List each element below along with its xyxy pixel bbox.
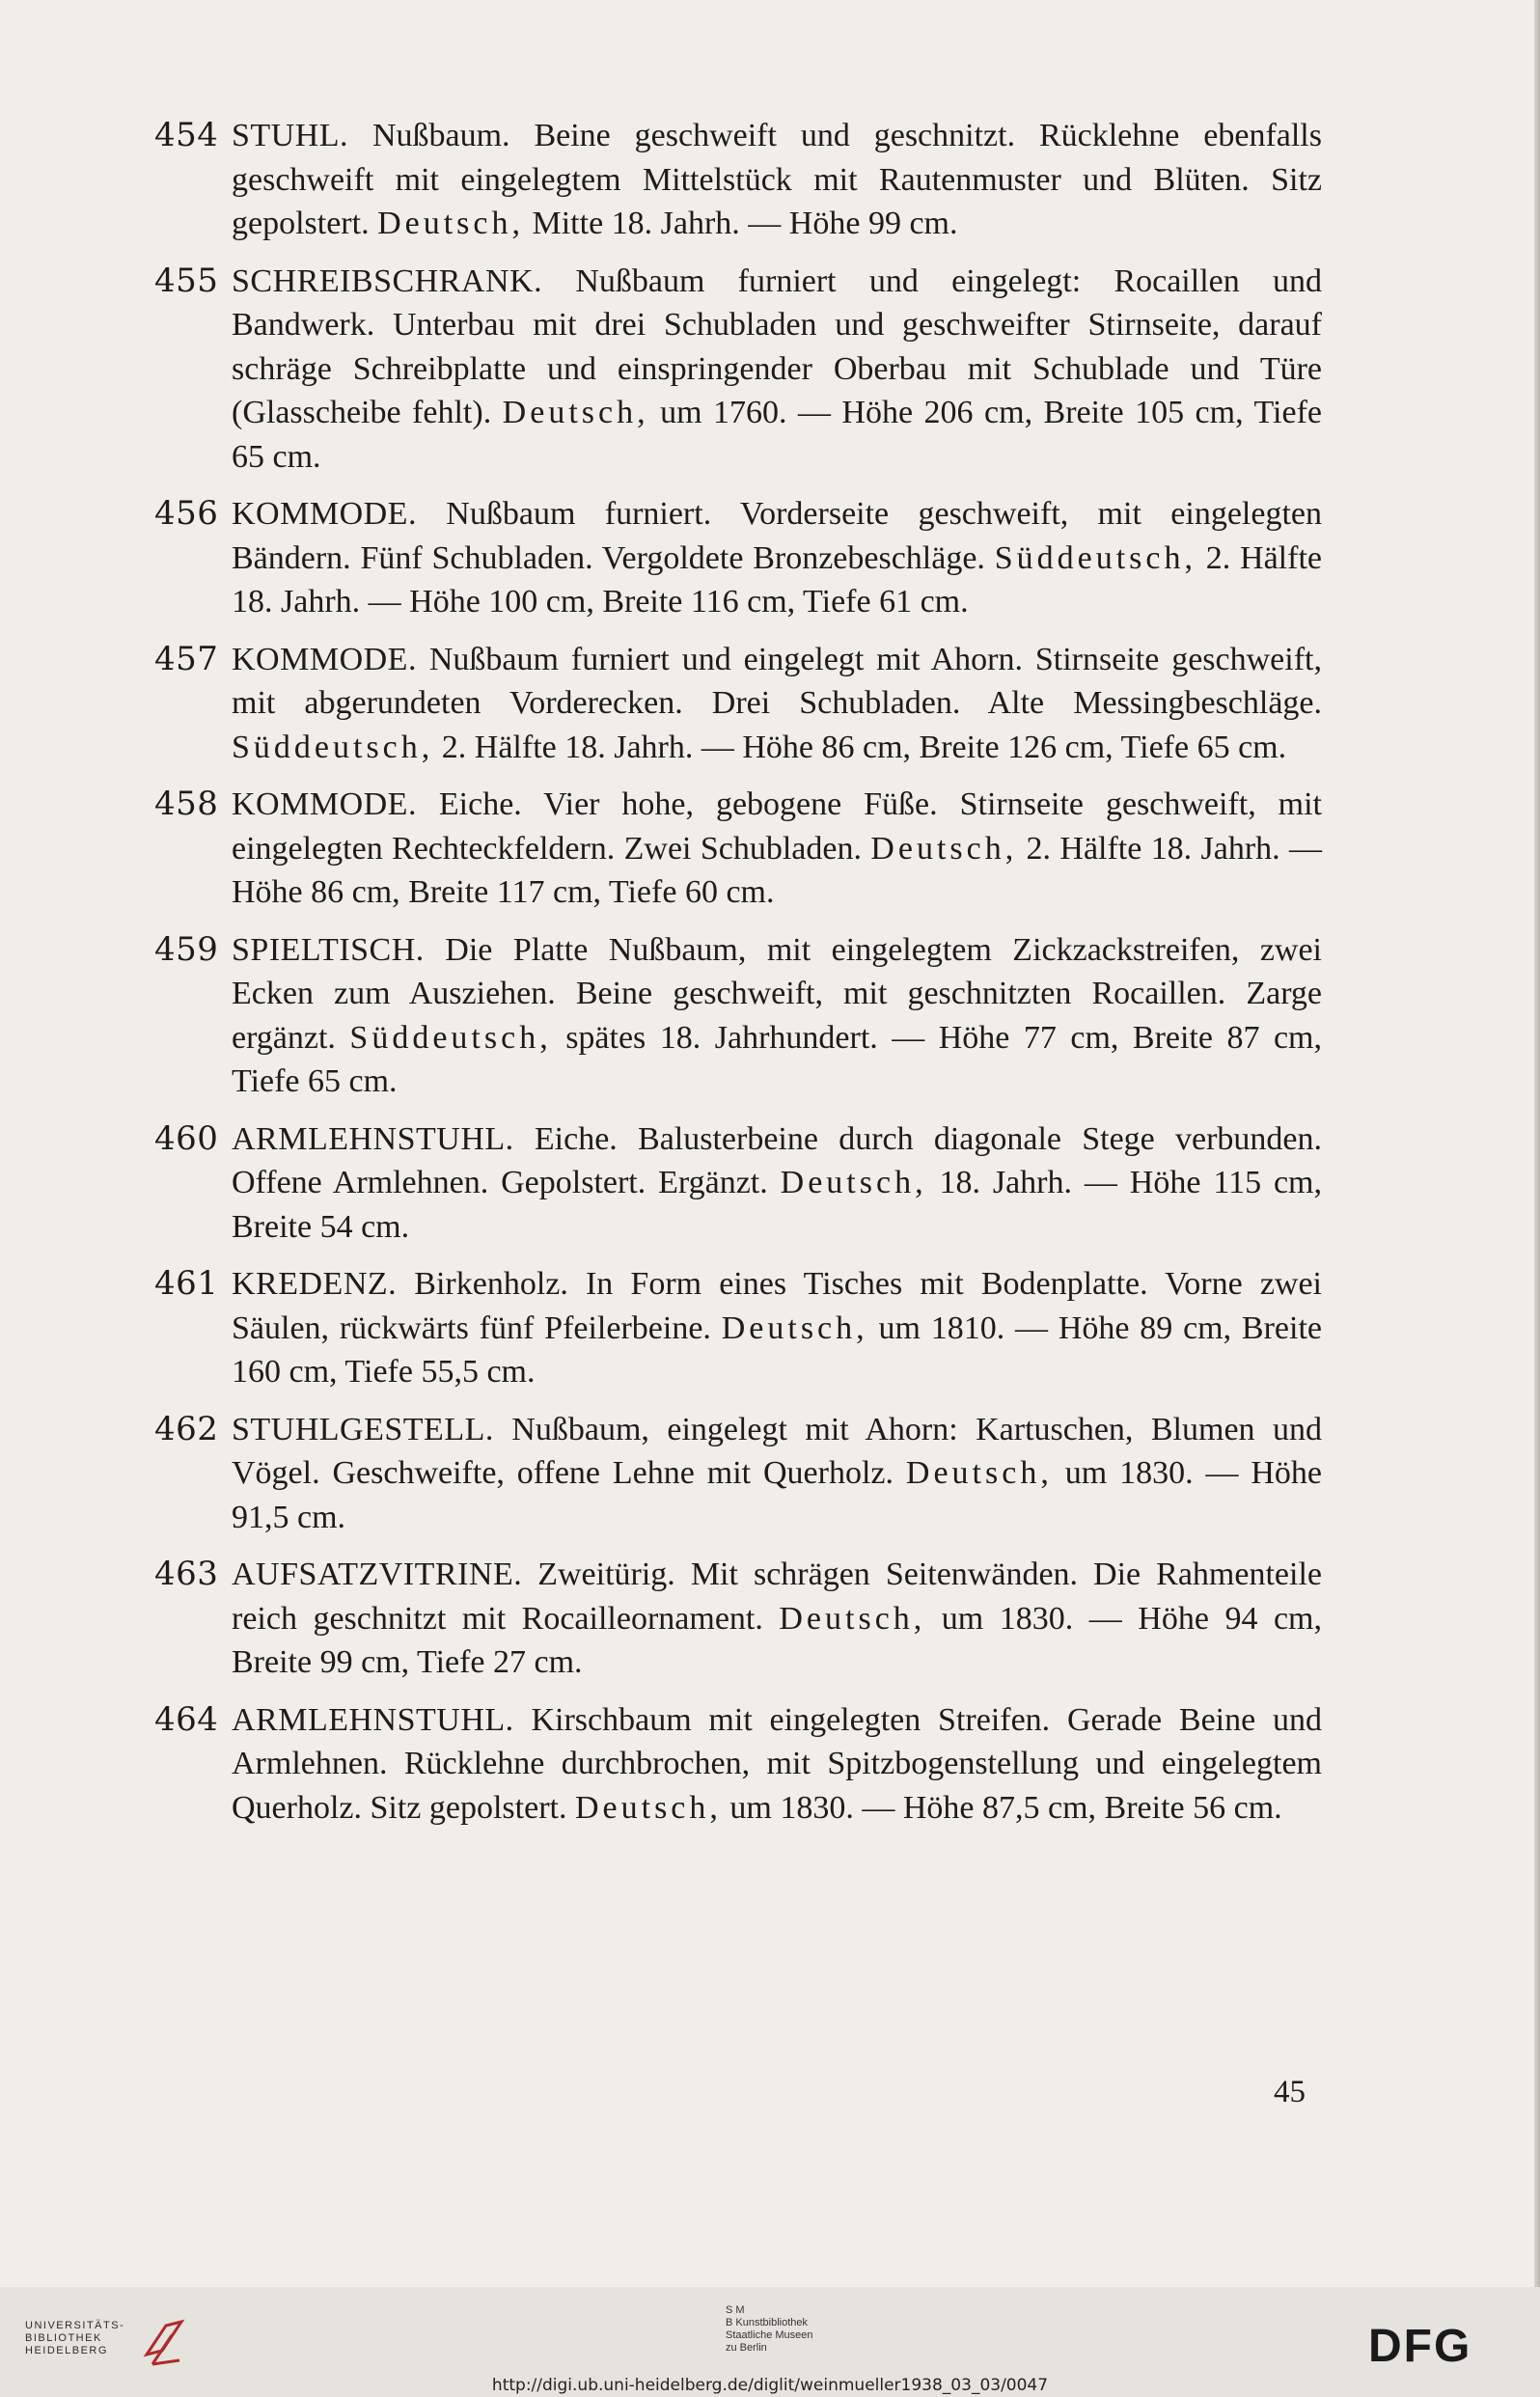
entry-title: STUHL. — [232, 118, 349, 153]
entry-text — [232, 1553, 1322, 1685]
lot-number: 458 — [154, 785, 219, 823]
entry-body: Eiche. Vier hohe, gebogene Füße. Stirnseite geschweift, mit eingelegten Rechteckfeldern. Zwei Schubladen. — [232, 786, 1322, 867]
catalog-entry — [154, 492, 1322, 624]
entry-text — [232, 114, 1322, 246]
catalog-entry — [154, 1117, 1322, 1250]
lot-number: 457 — [154, 639, 219, 678]
catalog-entry — [154, 260, 1322, 480]
entry-rest: um 1830. — Höhe 94 cm, Breite 99 cm, Tiefe 27 cm. — [232, 1600, 1322, 1680]
lot-number: 456 — [154, 494, 219, 533]
entry-text — [232, 1698, 1322, 1831]
library-name-line: UNIVERSITÄTS- — [25, 2320, 125, 2331]
entry-text — [232, 1262, 1322, 1394]
entry-text — [232, 638, 1322, 770]
catalog-entry — [154, 638, 1322, 770]
entry-body: Eiche. Balusterbeine durch diagonale Stege verbunden. Offene Armlehnen. Gepolstert. Ergänzt. — [232, 1120, 1322, 1200]
catalog-entry — [154, 1553, 1322, 1685]
entry-text — [232, 1408, 1322, 1540]
university-library-logo[interactable] — [25, 2320, 124, 2357]
lot-number: 463 — [154, 1555, 219, 1593]
library-name-line: HEIDELBERG — [25, 2345, 108, 2356]
entry-origin: Deutsch, — [780, 1165, 927, 1200]
entry-rest: 18. Jahrh. — Höhe 115 cm, Breite 54 cm. — [232, 1165, 1322, 1245]
entry-body: Kirschbaum mit eingelegten Streifen. Gerade Beine und Armlehnen. Rücklehne durchbrochen, mit Spitzbogenstellung und eingelegtem Querholz. Sitz gepolstert. — [232, 1701, 1322, 1826]
entry-rest: um 1760. — Höhe 206 cm, Breite 105 cm, Tiefe 65 cm. — [232, 395, 1322, 475]
entry-text — [232, 260, 1322, 480]
entry-title: KOMMODE. — [232, 641, 417, 677]
entry-origin: Süddeutsch, — [232, 729, 434, 765]
lot-number: 460 — [154, 1118, 219, 1158]
entry-text — [232, 928, 1322, 1104]
entry-title: AUFSATZVITRINE. — [232, 1557, 523, 1592]
stamp-line: zu Berlin — [726, 2342, 767, 2354]
library-name-line: BIBLIOTHEK — [25, 2332, 102, 2344]
catalog-entries — [154, 114, 1322, 1843]
entry-rest: um 1810. — Höhe 89 cm, Breite 160 cm, Tiefe 55,5 cm. — [232, 1309, 1323, 1390]
entry-title: KREDENZ. — [232, 1266, 398, 1302]
dfg-logo[interactable]: DFG — [1368, 2321, 1472, 2372]
page-edge-shadow — [1534, 0, 1540, 2287]
digitization-footer — [0, 2287, 1540, 2397]
entry-body: Nußbaum furniert und eingelegt: Rocaillen und Bandwerk. Unterbau mit drei Schubladen und geschweifter Stirnseite, darauf schräge Schreibplatte und einspringender Oberbau mit Schublade und Türe (Glasscheibe fehlt). — [232, 262, 1322, 430]
entry-origin: Süddeutsch, — [994, 539, 1196, 576]
lot-number: 455 — [154, 261, 219, 300]
entry-body: Nußbaum, eingelegt mit Ahorn: Kartuschen, Blumen und Vögel. Geschweifte, offene Lehne mit Querholz. — [232, 1411, 1322, 1491]
entry-title: KOMMODE. — [232, 786, 417, 822]
entry-text — [232, 1117, 1322, 1250]
entry-body: Nußbaum furniert und eingelegt mit Ahorn. Stirnseite geschweift, mit abgerundeten Vorderecken. Drei Schubladen. Alte Messingbeschläge. — [232, 641, 1322, 721]
catalog-entry — [154, 928, 1322, 1104]
entry-body: Zweitürig. Mit schrägen Seitenwänden. Die Rahmenteile reich geschnitzt mit Rocailleornament. — [232, 1557, 1322, 1637]
entry-body: Nußbaum furniert. Vorderseite geschweift, mit eingelegten Bändern. Fünf Schubladen. Vergoldete Bronzebeschläge. — [232, 496, 1322, 576]
entry-origin: Deutsch, — [377, 206, 524, 241]
catalog-entry — [154, 1262, 1322, 1394]
entry-title: ARMLEHNSTUHL. — [232, 1701, 514, 1738]
stamp-line: S M — [726, 2304, 745, 2316]
entry-rest: spätes 18. Jahrhundert. — Höhe 77 cm, Breite 87 cm, Tiefe 65 cm. — [232, 1019, 1322, 1099]
entry-title: KOMMODE. — [232, 496, 417, 532]
entry-rest: 2. Hälfte 18. Jahrh. — Höhe 86 cm, Breite 126 cm, Tiefe 65 cm. — [433, 729, 1287, 765]
entry-origin: Deutsch, — [574, 1789, 722, 1826]
entry-body: Die Platte Nußbaum, mit eingelegtem Zickzackstreifen, zwei Ecken zum Ausziehen. Beine geschweift, mit geschnitzten Rocaillen. Zarge ergänzt. — [232, 931, 1322, 1056]
catalog-entry — [154, 1408, 1322, 1540]
entry-text — [232, 492, 1322, 624]
catalog-entry — [154, 1698, 1322, 1831]
entry-rest: um 1830. — Höhe 91,5 cm. — [232, 1455, 1323, 1535]
lot-number: 459 — [154, 929, 219, 969]
entry-title: STUHLGESTELL. — [232, 1411, 494, 1447]
lot-number: 461 — [154, 1264, 219, 1303]
catalog-entry — [154, 783, 1322, 915]
entry-title: SCHREIBSCHRANK. — [232, 262, 543, 299]
stamp-line: B Kunstbibliothek — [726, 2317, 808, 2328]
university-emblem-icon — [143, 2316, 185, 2370]
catalog-entry — [154, 114, 1322, 246]
lot-number: 454 — [154, 116, 219, 154]
entry-rest: 2. Hälfte 18. Jahrh. — Höhe 100 cm, Breite 116 cm, Tiefe 61 cm. — [232, 539, 1322, 620]
entry-origin: Deutsch, — [721, 1309, 868, 1346]
lot-number: 462 — [154, 1409, 219, 1448]
library-stamp — [726, 2304, 813, 2355]
stamp-line: Staatliche Museen — [726, 2329, 813, 2341]
entry-origin: Deutsch, — [779, 1600, 926, 1637]
entry-title: SPIELTISCH. — [232, 931, 425, 968]
entry-origin: Deutsch, — [870, 830, 1018, 867]
entry-text — [232, 783, 1322, 915]
entry-origin: Süddeutsch, — [349, 1019, 552, 1056]
entry-rest: 2. Hälfte 18. Jahrh. — Höhe 86 cm, Breite 117 cm, Tiefe 60 cm. — [232, 830, 1322, 910]
lot-number: 464 — [154, 1699, 219, 1739]
entry-body: Nußbaum. Beine geschweift und geschnitzt. Rücklehne ebenfalls geschweift mit eingelegtem Mittelstück mit Rautenmuster und Blüten. Sitz gepolstert. — [232, 118, 1322, 241]
entry-title: ARMLEHNSTUHL. — [232, 1120, 514, 1157]
source-url-link[interactable]: http://digi.ub.uni-heidelberg.de/diglit/weinmueller1938_03_03/0047 — [491, 2376, 1049, 2395]
entry-origin: Deutsch, — [502, 395, 649, 430]
entry-rest: Mitte 18. Jahrh. — Höhe 99 cm. — [524, 206, 958, 241]
entry-rest: um 1830. — Höhe 87,5 cm, Breite 56 cm. — [721, 1789, 1282, 1826]
entry-origin: Deutsch, — [905, 1455, 1053, 1491]
page-number: 45 — [1274, 2075, 1306, 2109]
entry-body: Birkenholz. In Form eines Tisches mit Bodenplatte. Vorne zwei Säulen, rückwärts fünf Pfeilerbeine. — [232, 1266, 1322, 1346]
